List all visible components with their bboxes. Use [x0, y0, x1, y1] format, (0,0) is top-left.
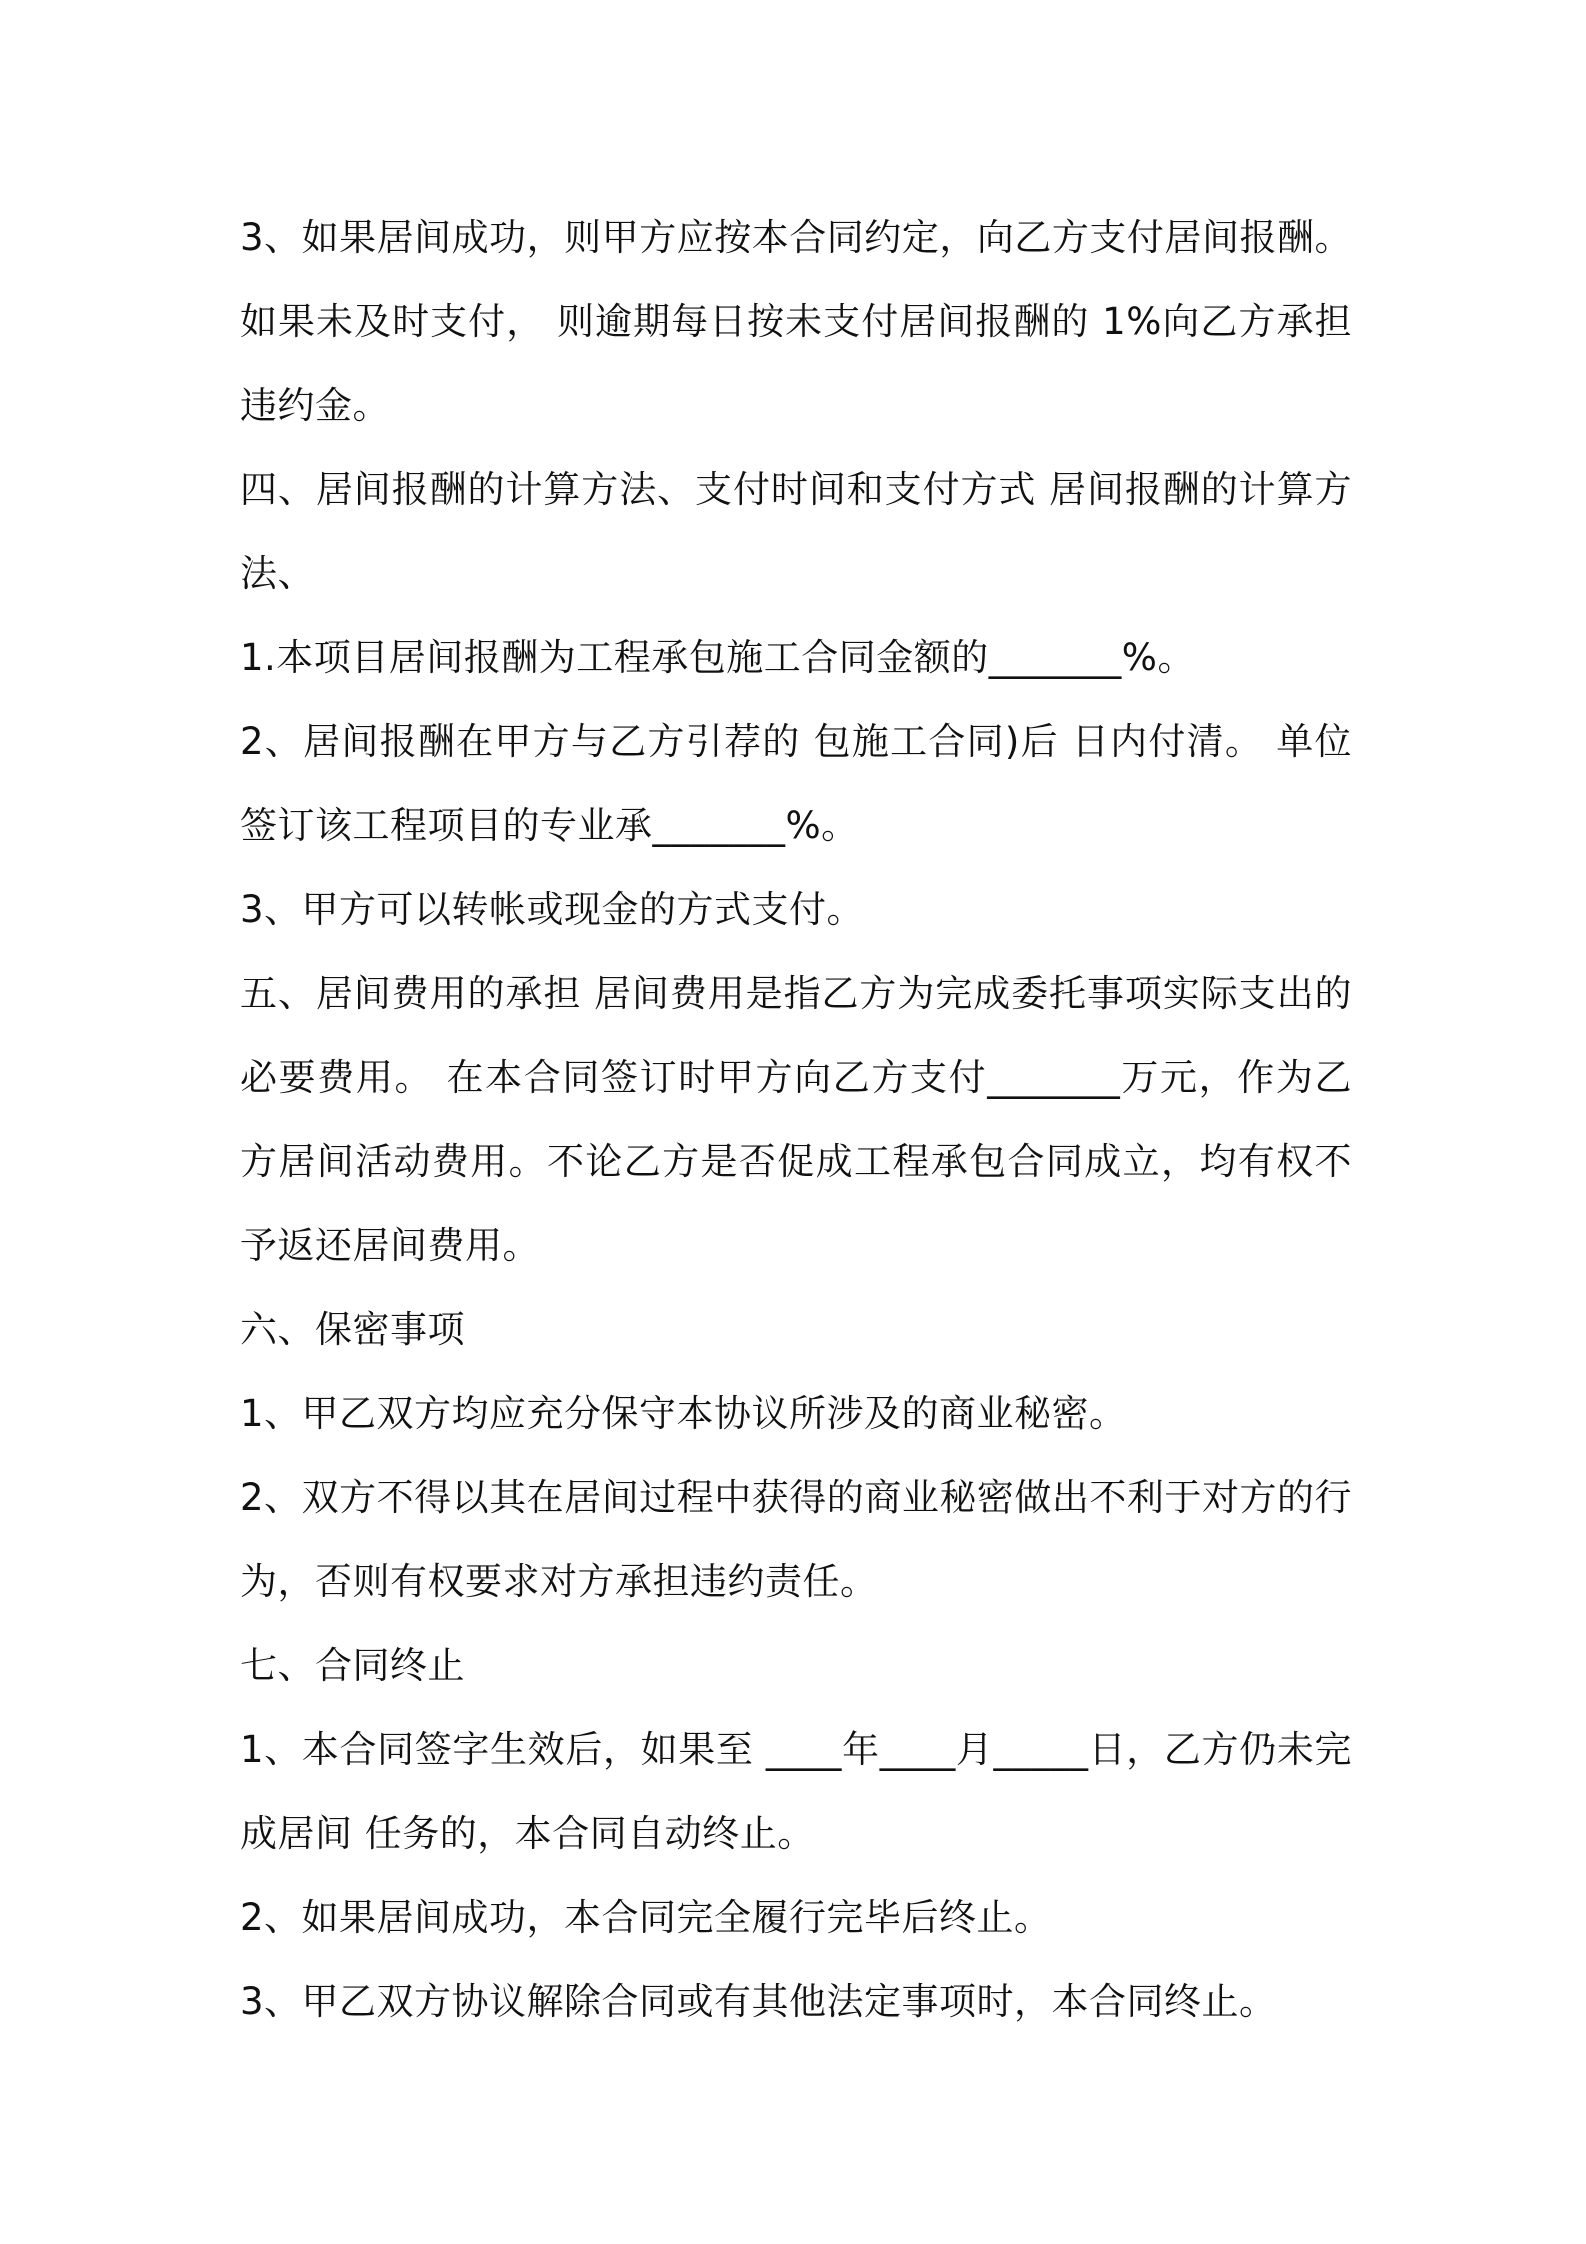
section-4-heading: 四、居间报酬的计算方法、支付时间和支付方式 居间报酬的计算方法、 [240, 468, 1352, 595]
clause-2-termination: 2、如果居间成功，本合同完全履行完毕后终止。 [240, 1896, 1052, 1939]
clause-2-confidentiality: 2、双方不得以其在居间过程中获得的商业秘密做出不利于对方的行为，否则有权要求对方承担违约责任。 [240, 1476, 1352, 1603]
clause-2-payment-timing: 2、居间报酬在甲方与乙方引荐的 包施工合同)后 日内付清。 单位签订该工程项目的专业承_______%。 [240, 720, 1352, 847]
section-7-heading: 七、合同终止 [240, 1644, 465, 1687]
section-6-heading: 六、保密事项 [240, 1308, 465, 1351]
section-5-expenses: 五、居间费用的承担 居间费用是指乙方为完成委托事项实际支出的必要费用。 在本合同签订时甲方向乙方支付_______万元，作为乙方居间活动费用。不论乙方是否促成工程承包合同成立，均有权不予返还居间费用。 [240, 972, 1352, 1267]
document-body [240, 196, 1365, 2044]
clause-3-termination: 3、甲乙双方协议解除合同或有其他法定事项时，本合同终止。 [240, 1980, 1277, 2023]
clause-1-confidentiality: 1、甲乙双方均应充分保守本协议所涉及的商业秘密。 [240, 1392, 1127, 1435]
clause-3-payment-method: 3、甲方可以转帐或现金的方式支付。 [240, 888, 865, 931]
clause-1-termination: 1、本合同签字生效后，如果至 ____年____月_____日，乙方仍未完成居间 任务的，本合同自动终止。 [240, 1728, 1352, 1855]
clause-3-payment-penalty: 3、如果居间成功，则甲方应按本合同约定，向乙方支付居间报酬。 如果未及时支付， 则逾期每日按未支付居间报酬的 1%向乙方承担违约金。 [240, 216, 1365, 427]
clause-1-commission-rate: 1.本项目居间报酬为工程承包施工合同金额的_______%。 [240, 636, 1195, 679]
